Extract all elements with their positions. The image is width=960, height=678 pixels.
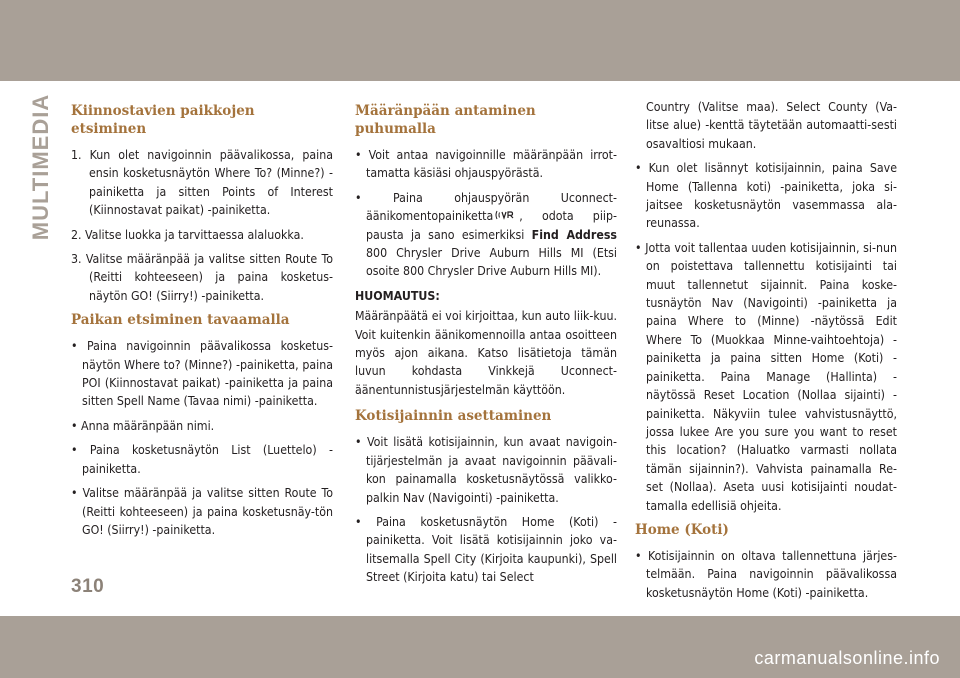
header-band (0, 0, 960, 81)
voice-phrase: Find Address (531, 227, 617, 242)
bullet-item: • Voit antaa navigoinnille määränpään irrot-tamatta käsiäsi ohjauspyörästä. (355, 148, 617, 181)
heading-home: Home (Koti) (635, 521, 729, 538)
bullet-item: • Voit lisätä kotisijainnin, kun avaat navigoin-tijärjestelmän ja avaat navigoinnin päävali-kon painamalla kosketusnäytössä valikko-palkin Nav (Navigointi) -painiketta. (355, 435, 617, 505)
heading-voice-destination: Määränpään antaminen puhumalla (355, 103, 536, 137)
page-number: 310 (71, 576, 105, 597)
section-tab-label: MULTIMEDIA (28, 93, 53, 241)
heading-spell-search: Paikan etsiminen tavaamalla (71, 312, 290, 329)
step-2: 2. Valitse luokka ja tarvittaessa alaluokka. (71, 227, 304, 242)
column-middle (355, 98, 617, 593)
heading-poi-search: Kiinnostavien paikkojen etsiminen (71, 103, 255, 137)
heading-set-home: Kotisijainnin asettaminen (355, 408, 552, 425)
bullet-continuation: Country (Valitse maa). Select County (Va-litse alue) -kenttä täytetään automaatti-sesti osavaltiosi mukaan. (646, 100, 897, 151)
step-1: 1. Kun olet navigoinnin päävalikossa, paina ensin kosketusnäytön Where To? (Minne?) -painiketta ja sitten Points of Interest (Kiinnostavat paikat) -painiketta. (71, 148, 333, 218)
note-title: HUOMAUTUS: (355, 288, 440, 303)
bullet-voice-command (355, 189, 617, 281)
bullet-item: • Paina kosketusnäytön List (Luettelo) -painiketta. (71, 443, 333, 476)
bullet-text: 800 Chrysler Drive Auburn Hills MI (Etsi osoite 800 Chrysler Drive Auburn Hills MI). (366, 246, 617, 279)
bullet-item: • Valitse määränpää ja valitse sitten Route To (Reitti kohteeseen) ja paina kosketusnäy-tön GO! (Siirry!) -painiketta. (71, 486, 333, 537)
bullet-item: • Kotisijainnin on oltava tallennettuna järjes-telmään. Paina navigoinnin päävalikossa kosketusnäytön Home (Koti) -painiketta. (635, 548, 897, 600)
voice-command-icon (495, 209, 517, 221)
bullet-item: • Anna määränpään nimi. (71, 418, 215, 433)
bullet-item: • Jotta voit tallentaa uuden kotisijainnin, si-nun on poistettava tallennettu kotisijainti tai muut tallennetut sijainnit. Paina koske-tusnäytön Nav (Navigointi) -painiketta ja paina Where to (Minne) -näytössä Edit Where To (Muokkaa Minne-vaihtoehtoja) -painiketta ja paina sitten Home (Koti) -painiketta. Paina Manage (Hallinta) -näytössä Reset Location (Nollaa sijainti) -painiketta. Näkyviin tulee vahvistusnäyttö, jossa lukee Are you sure you want to reset this location? (Haluatko varmasti nollata tämän sijainnin?). Vahvista painamalla Re-set (Nollaa). Aseta uusi kotisijainti noudat-tamalla edellisiä ohjeita. (635, 240, 897, 513)
bullet-text: • Paina ohjauspyörän Uconnect-äänikomentopainiketta (355, 190, 617, 224)
bullet-item: • Kun olet lisännyt kotisijainnin, paina Save Home (Tallenna koti) -painiketta, joka si-jaitsee kosketusnäytön vasemmassa ala-reunassa. (635, 161, 897, 231)
column-right (635, 98, 897, 608)
step-3: 3. Valitse määränpää ja valitse sitten Route To (Reitti kohteeseen) ja paina kosketus-näytön GO! (Siirry!) -painiketta. (71, 252, 333, 303)
bullet-text: , odota piip-pausta ja sano esimerkiksi (366, 209, 617, 242)
watermark: carmanualsonline.info (754, 648, 940, 668)
note-text: Määränpäätä ei voi kirjoittaa, kun auto liik-kuu. Voit kuitenkin äänikomennoilla antaa osoitteen myös ajon aikana. Katso lisätietoja tämän luvun kohdasta Vinkkejä Uconnect-äänentunnistusjärjestelmän käyttöön. (355, 309, 617, 397)
bullet-item: • Paina navigoinnin päävalikossa kosketus-näytön Where to? (Minne?) -painiketta, paina POI (Kiinnostavat paikat) -painiketta ja paina sitten Spell Name (Tavaa nimi) -painiketta. (71, 339, 333, 409)
column-left (71, 98, 333, 545)
bullet-item: • Paina kosketusnäytön Home (Koti) -painiketta. Voit lisätä kotisijainnin joko va-litsemalla Spell City (Kirjoita kaupunki), Spell Street (Kirjoita katu) tai Select (355, 514, 617, 585)
